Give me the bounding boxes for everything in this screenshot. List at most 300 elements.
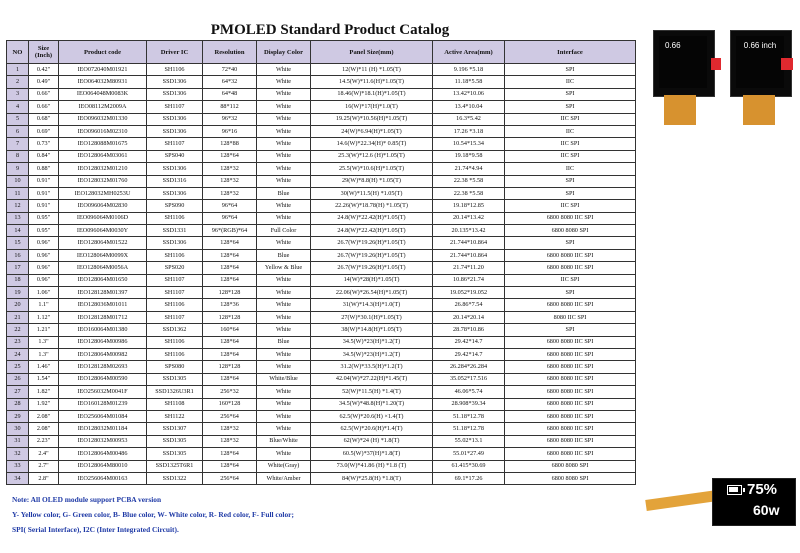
- cell-size: 0.73": [29, 138, 59, 150]
- cell-driver-ic: SPS040: [147, 150, 203, 162]
- cell-panel-size: 14.6(W)*22.34(H)* 0.85(T): [311, 138, 433, 150]
- cell-driver-ic: SSD1316: [147, 175, 203, 187]
- cell-display-color: White: [257, 212, 311, 224]
- cell-interface: 6800 8080 IIC SPI: [505, 212, 636, 224]
- cell-resolution: 256*64: [203, 472, 257, 484]
- header-display-color: Display Color: [257, 41, 311, 64]
- cell-no: 31: [7, 435, 29, 447]
- cell-interface: 6800 8080 IIC SPI: [505, 435, 636, 447]
- cell-display-color: White: [257, 348, 311, 360]
- cell-no: 33: [7, 460, 29, 472]
- table-row: [7, 348, 636, 360]
- cell-active-area: 29.42*14.7: [433, 336, 505, 348]
- cell-no: 18: [7, 274, 29, 286]
- cell-interface: SPI: [505, 101, 636, 113]
- cell-size: 1.3": [29, 336, 59, 348]
- cell-active-area: 29.42*14.7: [433, 348, 505, 360]
- cell-display-color: White: [257, 287, 311, 299]
- cell-no: 26: [7, 373, 29, 385]
- cell-no: 19: [7, 287, 29, 299]
- cell-interface: SPI: [505, 237, 636, 249]
- cell-active-area: 17.26 *3.18: [433, 125, 505, 137]
- cell-display-color: Yellow & Blue: [257, 262, 311, 274]
- cell-resolution: 128*32: [203, 435, 257, 447]
- cell-no: 7: [7, 138, 29, 150]
- protective-film-tab: [711, 58, 721, 70]
- cell-resolution: 128*64: [203, 274, 257, 286]
- cell-panel-size: 62.5(W)*20.6(H) ×1.4(T): [311, 410, 433, 422]
- table-row: [7, 101, 636, 113]
- cell-active-area: 22.38 *5.58: [433, 187, 505, 199]
- cell-panel-size: 24(W)*6.94(H)*1.05(T): [311, 125, 433, 137]
- cell-interface: 6800 8080 SPI: [505, 460, 636, 472]
- table-row: [7, 237, 636, 249]
- cell-active-area: 10.86*21.74: [433, 274, 505, 286]
- cell-panel-size: 38(W)*14.8(H)*1.05(T): [311, 324, 433, 336]
- cell-driver-ic: SPS080: [147, 361, 203, 373]
- cell-resolution: 64*32: [203, 76, 257, 88]
- cell-panel-size: 31.2(W)*33.5(H)*1.2(T): [311, 361, 433, 373]
- cell-no: 34: [7, 472, 29, 484]
- cell-interface: SPI: [505, 64, 636, 76]
- cell-interface: IIC: [505, 163, 636, 175]
- cell-product-code: IEO08112M2009A: [59, 101, 147, 113]
- cell-no: 20: [7, 299, 29, 311]
- cell-driver-ic: SSD1306: [147, 88, 203, 100]
- table-row: [7, 336, 636, 348]
- cell-product-code: IEO256064M01084: [59, 410, 147, 422]
- cell-panel-size: 19.25(W)*10.56(H)*1.05(T): [311, 113, 433, 125]
- cell-active-area: 21.744*10.864: [433, 249, 505, 261]
- cell-active-area: 35.052*17.516: [433, 373, 505, 385]
- cell-size: 2.4": [29, 448, 59, 460]
- cell-no: 15: [7, 237, 29, 249]
- cell-driver-ic: SSD1305: [147, 373, 203, 385]
- cell-no: 16: [7, 249, 29, 261]
- cell-display-color: White(Gray): [257, 460, 311, 472]
- cell-display-color: White: [257, 76, 311, 88]
- cell-panel-size: 60.5(W)*37(H)*1.8(T): [311, 448, 433, 460]
- table-row: [7, 423, 636, 435]
- table-row: [7, 150, 636, 162]
- cell-resolution: 96*(RGB)*64: [203, 225, 257, 237]
- cell-resolution: 96*16: [203, 125, 257, 137]
- cell-resolution: 128*32: [203, 163, 257, 175]
- cell-product-code: IEO128032MH0253U: [59, 187, 147, 199]
- table-row: [7, 398, 636, 410]
- cell-no: 1: [7, 64, 29, 76]
- cell-product-code: IEO160064M01380: [59, 324, 147, 336]
- cell-display-color: White: [257, 299, 311, 311]
- flex-cable: [664, 95, 696, 125]
- table-row: [7, 311, 636, 323]
- cell-panel-size: 26.7(W)*19.26(H)*1.05(T): [311, 249, 433, 261]
- cell-size: 1.3": [29, 348, 59, 360]
- cell-size: 0.49": [29, 76, 59, 88]
- cell-driver-ic: SPS090: [147, 200, 203, 212]
- cell-size: 0.88": [29, 163, 59, 175]
- cell-active-area: 46.06*5.74: [433, 386, 505, 398]
- cell-no: 5: [7, 113, 29, 125]
- cell-no: 23: [7, 336, 29, 348]
- cell-size: 0.96": [29, 249, 59, 261]
- cell-size: 2.23": [29, 435, 59, 447]
- cell-interface: 6800 8080 IIC SPI: [505, 336, 636, 348]
- cell-interface: IIC SPI: [505, 113, 636, 125]
- table-header-row: [7, 41, 636, 64]
- cell-display-color: Full Color: [257, 225, 311, 237]
- cell-product-code: IEO128064M0099X: [59, 249, 147, 261]
- table-body: [7, 64, 636, 485]
- cell-size: 0.91": [29, 175, 59, 187]
- cell-product-code: IEO128064M03061: [59, 150, 147, 162]
- cell-driver-ic: SH1107: [147, 101, 203, 113]
- table-row: [7, 76, 636, 88]
- cell-size: 2.7": [29, 460, 59, 472]
- cell-driver-ic: SSD1325T6R1: [147, 460, 203, 472]
- cell-interface: IIC SPI: [505, 138, 636, 150]
- cell-driver-ic: SH1106: [147, 249, 203, 261]
- cell-size: 1.12": [29, 311, 59, 323]
- cell-size: 0.95": [29, 212, 59, 224]
- cell-no: 13: [7, 212, 29, 224]
- cell-size: 0.91": [29, 200, 59, 212]
- cell-size: 2.08": [29, 423, 59, 435]
- cell-product-code: IEO128064M80010: [59, 460, 147, 472]
- cell-size: 1.54": [29, 373, 59, 385]
- cell-size: 0.95": [29, 225, 59, 237]
- cell-size: 2.8": [29, 472, 59, 484]
- cell-no: 4: [7, 101, 29, 113]
- cell-driver-ic: SH1106: [147, 299, 203, 311]
- cell-driver-ic: SH1108: [147, 398, 203, 410]
- cell-panel-size: 34.5(W)*23(H)*1.2(T): [311, 336, 433, 348]
- cell-product-code: IEO128064M00486: [59, 448, 147, 460]
- cell-active-area: 51.18*12.78: [433, 410, 505, 422]
- table-row: [7, 262, 636, 274]
- table-row: [7, 113, 636, 125]
- cell-interface: IIC SPI: [505, 150, 636, 162]
- cell-active-area: 19.18*12.85: [433, 200, 505, 212]
- cell-no: 10: [7, 175, 29, 187]
- cell-resolution: 128*64: [203, 237, 257, 249]
- table-row: [7, 125, 636, 137]
- power-readout: 60w: [753, 502, 780, 518]
- cell-panel-size: 34.5(W)*48.8(H)*1.20(T): [311, 398, 433, 410]
- cell-size: 0.66": [29, 101, 59, 113]
- cell-active-area: 13.42*10.06: [433, 88, 505, 100]
- cell-no: 24: [7, 348, 29, 360]
- cell-active-area: 16.3*5.42: [433, 113, 505, 125]
- cell-driver-ic: SPS020: [147, 262, 203, 274]
- cell-active-area: 28.78*10.86: [433, 324, 505, 336]
- cell-no: 25: [7, 361, 29, 373]
- header-no: NO: [7, 41, 29, 64]
- table-row: [7, 187, 636, 199]
- cell-interface: 6800 8080 SPI: [505, 225, 636, 237]
- cell-display-color: White: [257, 324, 311, 336]
- cell-interface: SPI: [505, 287, 636, 299]
- cell-panel-size: 26.7(W)*19.26(H)*1.05(T): [311, 237, 433, 249]
- cell-display-color: White: [257, 64, 311, 76]
- protective-film-tab: [781, 58, 793, 70]
- cell-product-code: IEO096032M01330: [59, 113, 147, 125]
- cell-driver-ic: SSD1307: [147, 423, 203, 435]
- cell-interface: 6800 8080 IIC SPI: [505, 448, 636, 460]
- cell-display-color: White: [257, 101, 311, 113]
- cell-product-code: IEO160128M01239: [59, 398, 147, 410]
- cell-active-area: 10.54*15.34: [433, 138, 505, 150]
- cell-driver-ic: SH1106: [147, 336, 203, 348]
- table-row: [7, 64, 636, 76]
- header-size: Size (Inch): [29, 41, 59, 64]
- cell-active-area: 22.38 *5.58: [433, 175, 505, 187]
- cell-panel-size: 27(W)*30.1(H)*1.05(T): [311, 311, 433, 323]
- table-row: [7, 287, 636, 299]
- cell-driver-ic: SH1122: [147, 410, 203, 422]
- oled-screen: [659, 36, 707, 88]
- cell-product-code: IEO128128M01397: [59, 287, 147, 299]
- cell-panel-size: 14.5(W)*11.6(H)*1.05(T): [311, 76, 433, 88]
- cell-display-color: White: [257, 361, 311, 373]
- cell-interface: IIC: [505, 76, 636, 88]
- cell-display-color: White: [257, 386, 311, 398]
- cell-product-code: IEO096016M02310: [59, 125, 147, 137]
- cell-active-area: 26.284*26.284: [433, 361, 505, 373]
- screen-label: 0.66: [665, 41, 681, 50]
- cell-display-color: White: [257, 150, 311, 162]
- cell-product-code: IEO096064M0030Y: [59, 225, 147, 237]
- cell-resolution: 96*64: [203, 200, 257, 212]
- cell-interface: 6800 8080 IIC SPI: [505, 398, 636, 410]
- cell-no: 29: [7, 410, 29, 422]
- cell-size: 0.69": [29, 125, 59, 137]
- cell-product-code: IEO128088M01675: [59, 138, 147, 150]
- table-row: [7, 200, 636, 212]
- table-row: [7, 324, 636, 336]
- cell-panel-size: 26.7(W)*19.26(H)*1.05(T): [311, 262, 433, 274]
- cell-active-area: 61.415*30.69: [433, 460, 505, 472]
- header-product-code: Product code: [59, 41, 147, 64]
- cell-size: 0.96": [29, 274, 59, 286]
- cell-driver-ic: SSD1306: [147, 125, 203, 137]
- cell-active-area: 26.86*7.54: [433, 299, 505, 311]
- cell-panel-size: 62.5(W)*20.6(H)*1.4(T): [311, 423, 433, 435]
- cell-interface: 6800 8080 IIC SPI: [505, 423, 636, 435]
- cell-driver-ic: SH1107: [147, 311, 203, 323]
- cell-interface: 8080 IIC SPI: [505, 311, 636, 323]
- cell-size: 0.96": [29, 262, 59, 274]
- table-row: [7, 225, 636, 237]
- cell-active-area: 55.01*27.49: [433, 448, 505, 460]
- cell-display-color: White: [257, 274, 311, 286]
- cell-product-code: IEO128128M02693: [59, 361, 147, 373]
- cell-interface: SPI: [505, 175, 636, 187]
- cell-interface: 6800 8080 IIC SPI: [505, 410, 636, 422]
- cell-resolution: 128*64: [203, 460, 257, 472]
- cell-active-area: 28.908*39.34: [433, 398, 505, 410]
- cell-resolution: 128*64: [203, 373, 257, 385]
- cell-driver-ic: SSD1305: [147, 435, 203, 447]
- cell-no: 11: [7, 187, 29, 199]
- table-row: [7, 163, 636, 175]
- table-row: [7, 386, 636, 398]
- note-line: SPI( Serial Interface), I2C (Inter Integrated Circuit).: [12, 525, 179, 534]
- cell-no: 17: [7, 262, 29, 274]
- cell-display-color: White: [257, 163, 311, 175]
- cell-resolution: 128*128: [203, 361, 257, 373]
- cell-driver-ic: SH1107: [147, 274, 203, 286]
- cell-resolution: 256*64: [203, 410, 257, 422]
- cell-interface: SPI: [505, 324, 636, 336]
- cell-panel-size: 25.5(W)*10.6(H)*1.05(T): [311, 163, 433, 175]
- cell-resolution: 128*128: [203, 287, 257, 299]
- cell-resolution: 128*32: [203, 175, 257, 187]
- cell-resolution: 128*32: [203, 187, 257, 199]
- cell-product-code: IEO128064M00982: [59, 348, 147, 360]
- cell-interface: IIC SPI: [505, 274, 636, 286]
- flex-cable: [743, 95, 775, 125]
- cell-active-area: 51.18*12.78: [433, 423, 505, 435]
- cell-panel-size: 52(W)*11.5(H) *1.4(T): [311, 386, 433, 398]
- table-row: [7, 138, 636, 150]
- oled-screen: [736, 36, 784, 88]
- table-row: [7, 373, 636, 385]
- cell-interface: 6800 8080 IIC SPI: [505, 348, 636, 360]
- cell-product-code: IEO064032M80931: [59, 76, 147, 88]
- cell-driver-ic: SH1107: [147, 138, 203, 150]
- table-row: [7, 410, 636, 422]
- cell-resolution: 128*36: [203, 299, 257, 311]
- cell-no: 30: [7, 423, 29, 435]
- cell-panel-size: 22.06(W)*26.54(H)*1.05(T): [311, 287, 433, 299]
- cell-panel-size: 22.26(W)*18.78(H) *1.05(T): [311, 200, 433, 212]
- cell-display-color: Blue: [257, 336, 311, 348]
- cell-resolution: 256*32: [203, 386, 257, 398]
- cell-display-color: White: [257, 175, 311, 187]
- notes-block: [12, 492, 294, 537]
- cell-display-color: White: [257, 311, 311, 323]
- cell-no: 2: [7, 76, 29, 88]
- cell-no: 8: [7, 150, 29, 162]
- cell-interface: 6800 8080 IIC SPI: [505, 373, 636, 385]
- cell-interface: SPI: [505, 88, 636, 100]
- cell-resolution: 72*40: [203, 64, 257, 76]
- table-row: [7, 435, 636, 447]
- screen-label: 0.66 inch: [743, 41, 777, 50]
- cell-resolution: 128*128: [203, 311, 257, 323]
- cell-product-code: IEO128032M00953: [59, 435, 147, 447]
- cell-size: 1.21": [29, 324, 59, 336]
- table-row: [7, 299, 636, 311]
- cell-display-color: White/Amber: [257, 472, 311, 484]
- cell-active-area: 55.02*13.1: [433, 435, 505, 447]
- cell-product-code: IEO128128M01712: [59, 311, 147, 323]
- cell-active-area: 20.14*13.42: [433, 212, 505, 224]
- cell-resolution: 160*64: [203, 324, 257, 336]
- cell-size: 1.46": [29, 361, 59, 373]
- table-row: [7, 212, 636, 224]
- cell-driver-ic: SSD1326U3R1: [147, 386, 203, 398]
- cell-resolution: 128*64: [203, 249, 257, 261]
- cell-resolution: 64*48: [203, 88, 257, 100]
- cell-no: 27: [7, 386, 29, 398]
- cell-driver-ic: SH1107: [147, 287, 203, 299]
- cell-panel-size: 18.46(W)*18.1(H)*1.05(T): [311, 88, 433, 100]
- cell-product-code: IEO128036M01011: [59, 299, 147, 311]
- cell-product-code: IEO072040M01921: [59, 64, 147, 76]
- cell-product-code: IEO128032M01760: [59, 175, 147, 187]
- cell-driver-ic: SSD1306: [147, 163, 203, 175]
- cell-product-code: IEO128064M01650: [59, 274, 147, 286]
- cell-product-code: IEO096064M02830: [59, 200, 147, 212]
- header-resolution: Resolution: [203, 41, 257, 64]
- cell-driver-ic: SH1106: [147, 212, 203, 224]
- table-row: [7, 448, 636, 460]
- cell-product-code: IEO096064M0106D: [59, 212, 147, 224]
- cell-active-area: 20.14*20.14: [433, 311, 505, 323]
- cell-size: 0.68": [29, 113, 59, 125]
- table-row: [7, 361, 636, 373]
- cell-display-color: White/Blue: [257, 373, 311, 385]
- cell-interface: SPI: [505, 187, 636, 199]
- cell-resolution: 160*128: [203, 398, 257, 410]
- cell-size: 0.42": [29, 64, 59, 76]
- cell-no: 12: [7, 200, 29, 212]
- cell-no: 28: [7, 398, 29, 410]
- cell-panel-size: 42.04(W)*27.22(H)*1.45(T): [311, 373, 433, 385]
- cell-display-color: White: [257, 88, 311, 100]
- cell-interface: 6800 8080 IIC SPI: [505, 262, 636, 274]
- cell-display-color: White: [257, 448, 311, 460]
- cell-no: 9: [7, 163, 29, 175]
- cell-display-color: White: [257, 237, 311, 249]
- cell-size: 0.66": [29, 88, 59, 100]
- cell-active-area: 19.052*19.052: [433, 287, 505, 299]
- cell-product-code: IEO064048M0083K: [59, 88, 147, 100]
- cell-size: 0.96": [29, 237, 59, 249]
- cell-no: 21: [7, 311, 29, 323]
- cell-display-color: Blue: [257, 187, 311, 199]
- cell-display-color: White: [257, 423, 311, 435]
- cell-product-code: IEO128032M01210: [59, 163, 147, 175]
- cell-panel-size: 14(W)*28(H)*1.05(T): [311, 274, 433, 286]
- cell-panel-size: 73.0(W)*41.86 (H) *1.8 (T): [311, 460, 433, 472]
- cell-size: 2.08": [29, 410, 59, 422]
- cell-size: 1.1": [29, 299, 59, 311]
- cell-size: 1.92": [29, 398, 59, 410]
- table-row: [7, 274, 636, 286]
- cell-active-area: 13.4*10.04: [433, 101, 505, 113]
- cell-resolution: 128*64: [203, 348, 257, 360]
- cell-panel-size: 29(W)*8.8(H) *1.05(T): [311, 175, 433, 187]
- cell-driver-ic: SSD1306: [147, 187, 203, 199]
- cell-interface: 6800 8080 SPI: [505, 472, 636, 484]
- cell-no: 32: [7, 448, 29, 460]
- cell-driver-ic: SSD1305: [147, 448, 203, 460]
- note-line: Y- Yellow color, G- Green color, B- Blue color, W- White color, R- Red color, F- Full color;: [12, 510, 294, 519]
- cell-interface: 6800 8080 IIC SPI: [505, 299, 636, 311]
- cell-panel-size: 84(W)*25.8(H) *1.8(T): [311, 472, 433, 484]
- catalog-title: PMOLED Standard Product Catalog: [210, 22, 450, 38]
- cell-interface: 6800 8080 IIC SPI: [505, 386, 636, 398]
- cell-display-color: White: [257, 125, 311, 137]
- oled-battery-display: [712, 478, 796, 526]
- cell-display-color: White: [257, 113, 311, 125]
- cell-resolution: 128*32: [203, 423, 257, 435]
- cell-resolution: 88*112: [203, 101, 257, 113]
- cell-product-code: IEO128064M00590: [59, 373, 147, 385]
